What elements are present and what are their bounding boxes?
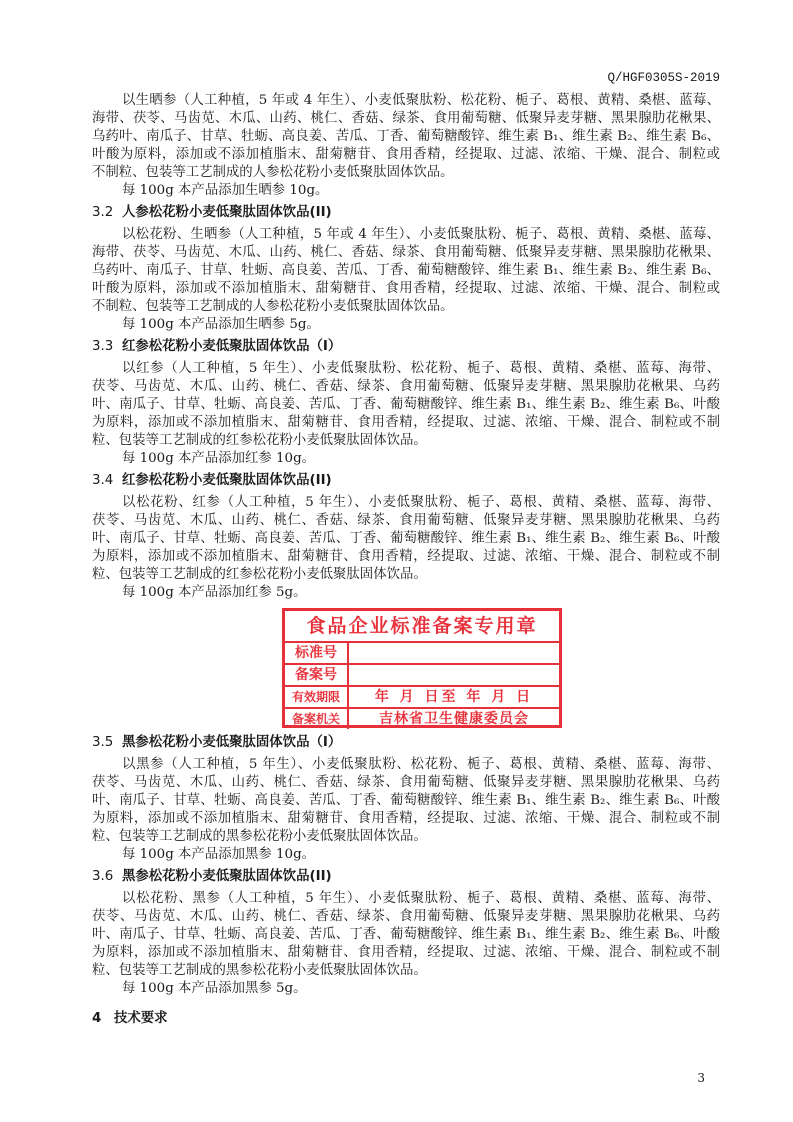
paragraph-line: 为原料，添加或不添加植脂末、甜菊糖苷、食用香精，经提取、过滤、浓缩、干燥、混合、制粒或不制 — [92, 811, 720, 826]
stamp-row — [285, 709, 559, 729]
section-number: 3.2 — [92, 205, 114, 220]
section-title: 红参松花粉小麦低聚肽固体饮品(II) — [122, 473, 332, 488]
stamp-title: 食品企业标准备案专用章 — [285, 611, 559, 643]
section-title: 人参松花粉小麦低聚肽固体饮品(II) — [122, 205, 332, 220]
paragraph-line: 为原料，添加或不添加植脂末、甜菊糖苷、食用香精，经提取、过滤、浓缩、干燥、混合、制粒或不制 — [92, 945, 720, 960]
paragraph-line: 粒、包装等工艺制成的红参松花粉小麦低聚肽固体饮品。 — [92, 433, 427, 448]
section-heading — [92, 734, 720, 752]
paragraph-line: 茯苓、马齿苋、木瓜、山药、桃仁、香菇、绿茶、食用葡萄糖、低聚异麦芽糖、黑果腺肋花楸果、乌药 — [92, 775, 720, 790]
section-number: 4 — [92, 1011, 102, 1026]
section-heading — [92, 338, 720, 356]
paragraph-line: 叶、南瓜子、甘草、牡蛎、高良姜、苦瓜、丁香、葡萄糖酸锌、维生素 B₁、维生素 B₂、维生素 B₆、叶酸 — [92, 397, 720, 412]
paragraph-line: 以松花粉、生晒参（人工种植，5 年或 4 年生）、小麦低聚肽粉、栀子、葛根、黄精、桑椹、蓝莓、 — [122, 227, 720, 242]
section-number: 3.6 — [92, 869, 114, 884]
paragraph-line: 为原料，添加或不添加植脂末、甜菊糖苷、食用香精，经提取、过滤、浓缩、干燥、混合、制粒或不制 — [92, 415, 720, 430]
section-number: 3.3 — [92, 339, 114, 354]
section-heading — [92, 868, 720, 886]
paragraph-line: 以红参（人工种植，5 年生）、小麦低聚肽粉、松花粉、栀子、葛根、黄精、桑椹、蓝莓、海带、 — [122, 361, 720, 376]
dosage-line: 每 100g 本产品添加红参 5g。 — [122, 585, 307, 600]
paragraph-line: 乌药叶、南瓜子、甘草、牡蛎、高良姜、苦瓜、丁香、葡萄糖酸锌、维生素 B₁、维生素 B₂、维生素 B₆、 — [92, 129, 720, 144]
paragraph-line: 粒、包装等工艺制成的红参松花粉小麦低聚肽固体饮品。 — [92, 567, 427, 582]
paragraph-line: 海带、茯苓、马齿苋、木瓜、山药、桃仁、香菇、绿茶、食用葡萄糖、低聚异麦芽糖、黑果腺肋花楸果、 — [92, 245, 720, 260]
document-id: Q/HGF0305S-2019 — [607, 71, 720, 85]
paragraph-line: 粒、包装等工艺制成的黑参松花粉小麦低聚肽固体饮品。 — [92, 963, 427, 978]
paragraph-line: 海带、茯苓、马齿苋、木瓜、山药、桃仁、香菇、绿茶、食用葡萄糖、低聚异麦芽糖、黑果腺肋花楸果、 — [92, 111, 720, 126]
filing-stamp — [282, 608, 562, 728]
paragraph-line: 粒、包装等工艺制成的黑参松花粉小麦低聚肽固体饮品。 — [92, 829, 427, 844]
paragraph-line: 以松花粉、红参（人工种植，5 年生）、小麦低聚肽粉、栀子、葛根、黄精、桑椹、蓝莓、海带、 — [122, 495, 720, 510]
paragraph-line: 以松花粉、黑参（人工种植，5 年生）、小麦低聚肽粉、栀子、葛根、黄精、桑椹、蓝莓、海带、 — [122, 891, 720, 906]
paragraph-line: 不制粒、包装等工艺制成的人参松花粉小麦低聚肽固体饮品。 — [92, 165, 454, 180]
section-heading — [92, 472, 720, 490]
stamp-value — [349, 643, 559, 663]
dosage-line: 每 100g 本产品添加黑参 5g。 — [122, 981, 307, 996]
paragraph-line: 叶酸为原料，添加或不添加植脂末、甜菊糖苷、食用香精，经提取、过滤、浓缩、干燥、混合、制粒或 — [92, 147, 720, 162]
section-title: 黑参松花粉小麦低聚肽固体饮品（I） — [122, 735, 342, 750]
paragraph-line: 叶、南瓜子、甘草、牡蛎、高良姜、苦瓜、丁香、葡萄糖酸锌、维生素 B₁、维生素 B₂、维生素 B₆、叶酸 — [92, 793, 720, 808]
paragraph-line: 茯苓、马齿苋、木瓜、山药、桃仁、香菇、绿茶、食用葡萄糖、低聚异麦芽糖、黑果腺肋花楸果、乌药 — [92, 379, 720, 394]
paragraph-line: 叶酸为原料，添加或不添加植脂末、甜菊糖苷、食用香精，经提取、过滤、浓缩、干燥、混合、制粒或 — [92, 281, 720, 296]
paragraph-line: 以生晒参（人工种植，5 年或 4 年生）、小麦低聚肽粉、松花粉、栀子、葛根、黄精、桑椹、蓝莓、 — [122, 93, 720, 108]
document-body — [92, 92, 720, 1032]
dosage-line: 每 100g 本产品添加红参 10g。 — [122, 451, 316, 466]
section-heading — [92, 1010, 720, 1028]
spacer — [92, 998, 720, 1010]
stamp-row — [285, 687, 559, 709]
paragraph-line: 以黑参（人工种植，5 年生）、小麦低聚肽粉、松花粉、栀子、葛根、黄精、桑椹、蓝莓、海带、 — [122, 757, 720, 772]
dosage-line: 每 100g 本产品添加生晒参 5g。 — [122, 317, 320, 332]
paragraph-line: 叶、南瓜子、甘草、牡蛎、高良姜、苦瓜、丁香、葡萄糖酸锌、维生素 B₁、维生素 B₂、维生素 B₆、叶酸 — [92, 531, 720, 546]
paragraph-line: 叶、南瓜子、甘草、牡蛎、高良姜、苦瓜、丁香、葡萄糖酸锌、维生素 B₁、维生素 B₂、维生素 B₆、叶酸 — [92, 927, 720, 942]
dosage-line: 每 100g 本产品添加黑参 10g。 — [122, 847, 316, 862]
stamp-row — [285, 643, 559, 665]
stamp-label: 标准号 — [285, 643, 349, 663]
section-title: 黑参松花粉小麦低聚肽固体饮品(II) — [122, 869, 332, 884]
stamp-label: 备案机关 — [285, 709, 349, 729]
stamp-label: 有效期限 — [285, 687, 349, 707]
section-title: 红参松花粉小麦低聚肽固体饮品（I） — [122, 339, 342, 354]
stamp-value: 年 月 日至 年 月 日 — [374, 689, 534, 705]
paragraph-line: 为原料，添加或不添加植脂末、甜菊糖苷、食用香精，经提取、过滤、浓缩、干燥、混合、制粒或不制 — [92, 549, 720, 564]
paragraph-line: 茯苓、马齿苋、木瓜、山药、桃仁、香菇、绿茶、食用葡萄糖、低聚异麦芽糖、黑果腺肋花楸果、乌药 — [92, 909, 720, 924]
section-number: 3.5 — [92, 735, 114, 750]
stamp-value: 吉林省卫生健康委员会 — [379, 711, 529, 727]
page-number: 3 — [697, 1071, 705, 1085]
stamp-value — [349, 665, 559, 685]
stamp-row — [285, 665, 559, 687]
paragraph-line: 不制粒、包装等工艺制成的人参松花粉小麦低聚肽固体饮品。 — [92, 299, 454, 314]
paragraph-line: 茯苓、马齿苋、木瓜、山药、桃仁、香菇、绿茶、食用葡萄糖、低聚异麦芽糖、黑果腺肋花楸果、乌药 — [92, 513, 720, 528]
paragraph-line: 乌药叶、南瓜子、甘草、牡蛎、高良姜、苦瓜、丁香、葡萄糖酸锌、维生素 B₁、维生素 B₂、维生素 B₆、 — [92, 263, 720, 278]
section-title: 技术要求 — [114, 1011, 168, 1026]
section-heading — [92, 204, 720, 222]
stamp-label: 备案号 — [285, 665, 349, 685]
section-number: 3.4 — [92, 473, 114, 488]
dosage-line: 每 100g 本产品添加生晒参 10g。 — [122, 183, 329, 198]
